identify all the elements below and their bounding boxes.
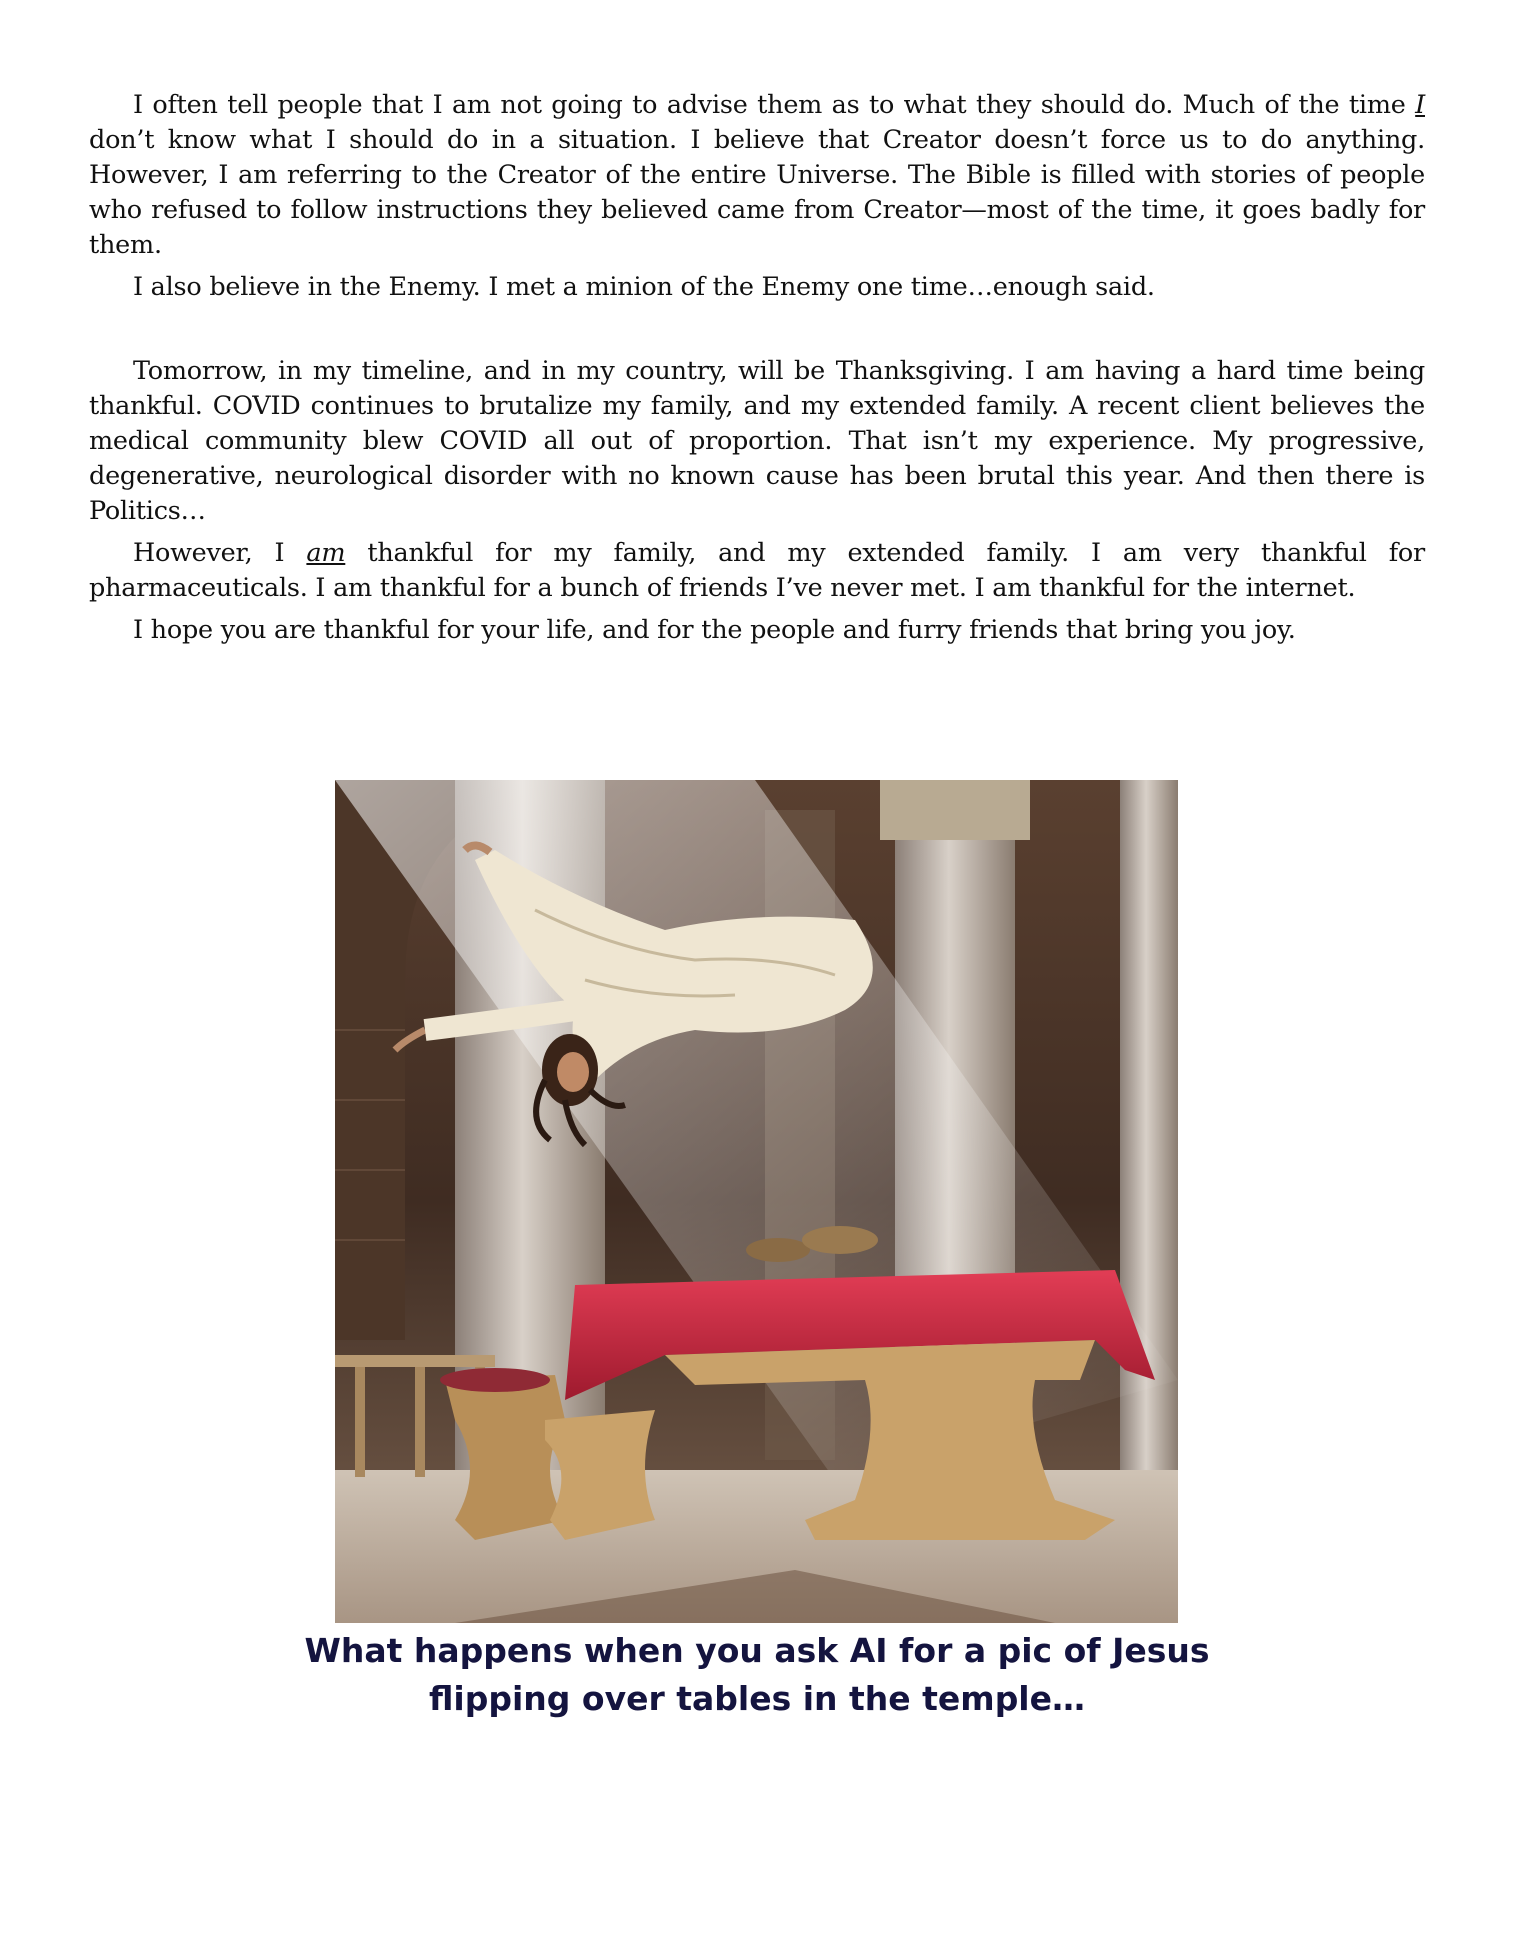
image-caption <box>300 1627 1214 1723</box>
paragraph-thankful: However, I am thankful for my family, and my extended family. I am very thankful for pharmaceuticals. I am thankful for a bunch of friends I’ve never met. I am thankful for the internet. <box>89 538 1425 603</box>
caption-line-1: What happens when you ask AI for a pic of Jesus <box>304 1631 1210 1670</box>
text-block-upper <box>89 88 1425 312</box>
text-block-lower <box>89 354 1425 655</box>
paragraph-enemy: I also believe in the Enemy. I met a minion of the Enemy one time…enough said. <box>133 272 1155 302</box>
paragraph-thanksgiving: Tomorrow, in my timeline, and in my country, will be Thanksgiving. I am having a hard time being thankful. COVID continues to brutalize my family, and my extended family. A recent client believes the medical community blew COVID all out of proportion. That isn’t my experience. My progressive, degenerative, neurological disorder with no known cause has been brutal this year. And then there is Politics… <box>89 356 1425 526</box>
emphasized-word: I <box>1415 90 1425 120</box>
ai-generated-temple-image <box>335 780 1178 1623</box>
paragraph-hope: I hope you are thankful for your life, and for the people and furry friends that bring you joy. <box>133 615 1296 645</box>
paragraph-creator: I often tell people that I am not going to advise them as to what they should do. Much of the time I don’t know what I should do in a situation. I believe that Creator doesn’t force us to do anything. However, I am referring to the Creator of the entire Universe. The Bible is filled with stories of people who refused to follow instructions they believed came from Creator—most of the time, it goes badly for them. <box>89 90 1425 260</box>
emphasized-word: am <box>306 538 346 568</box>
caption-line-2: flipping over tables in the temple… <box>428 1679 1086 1718</box>
